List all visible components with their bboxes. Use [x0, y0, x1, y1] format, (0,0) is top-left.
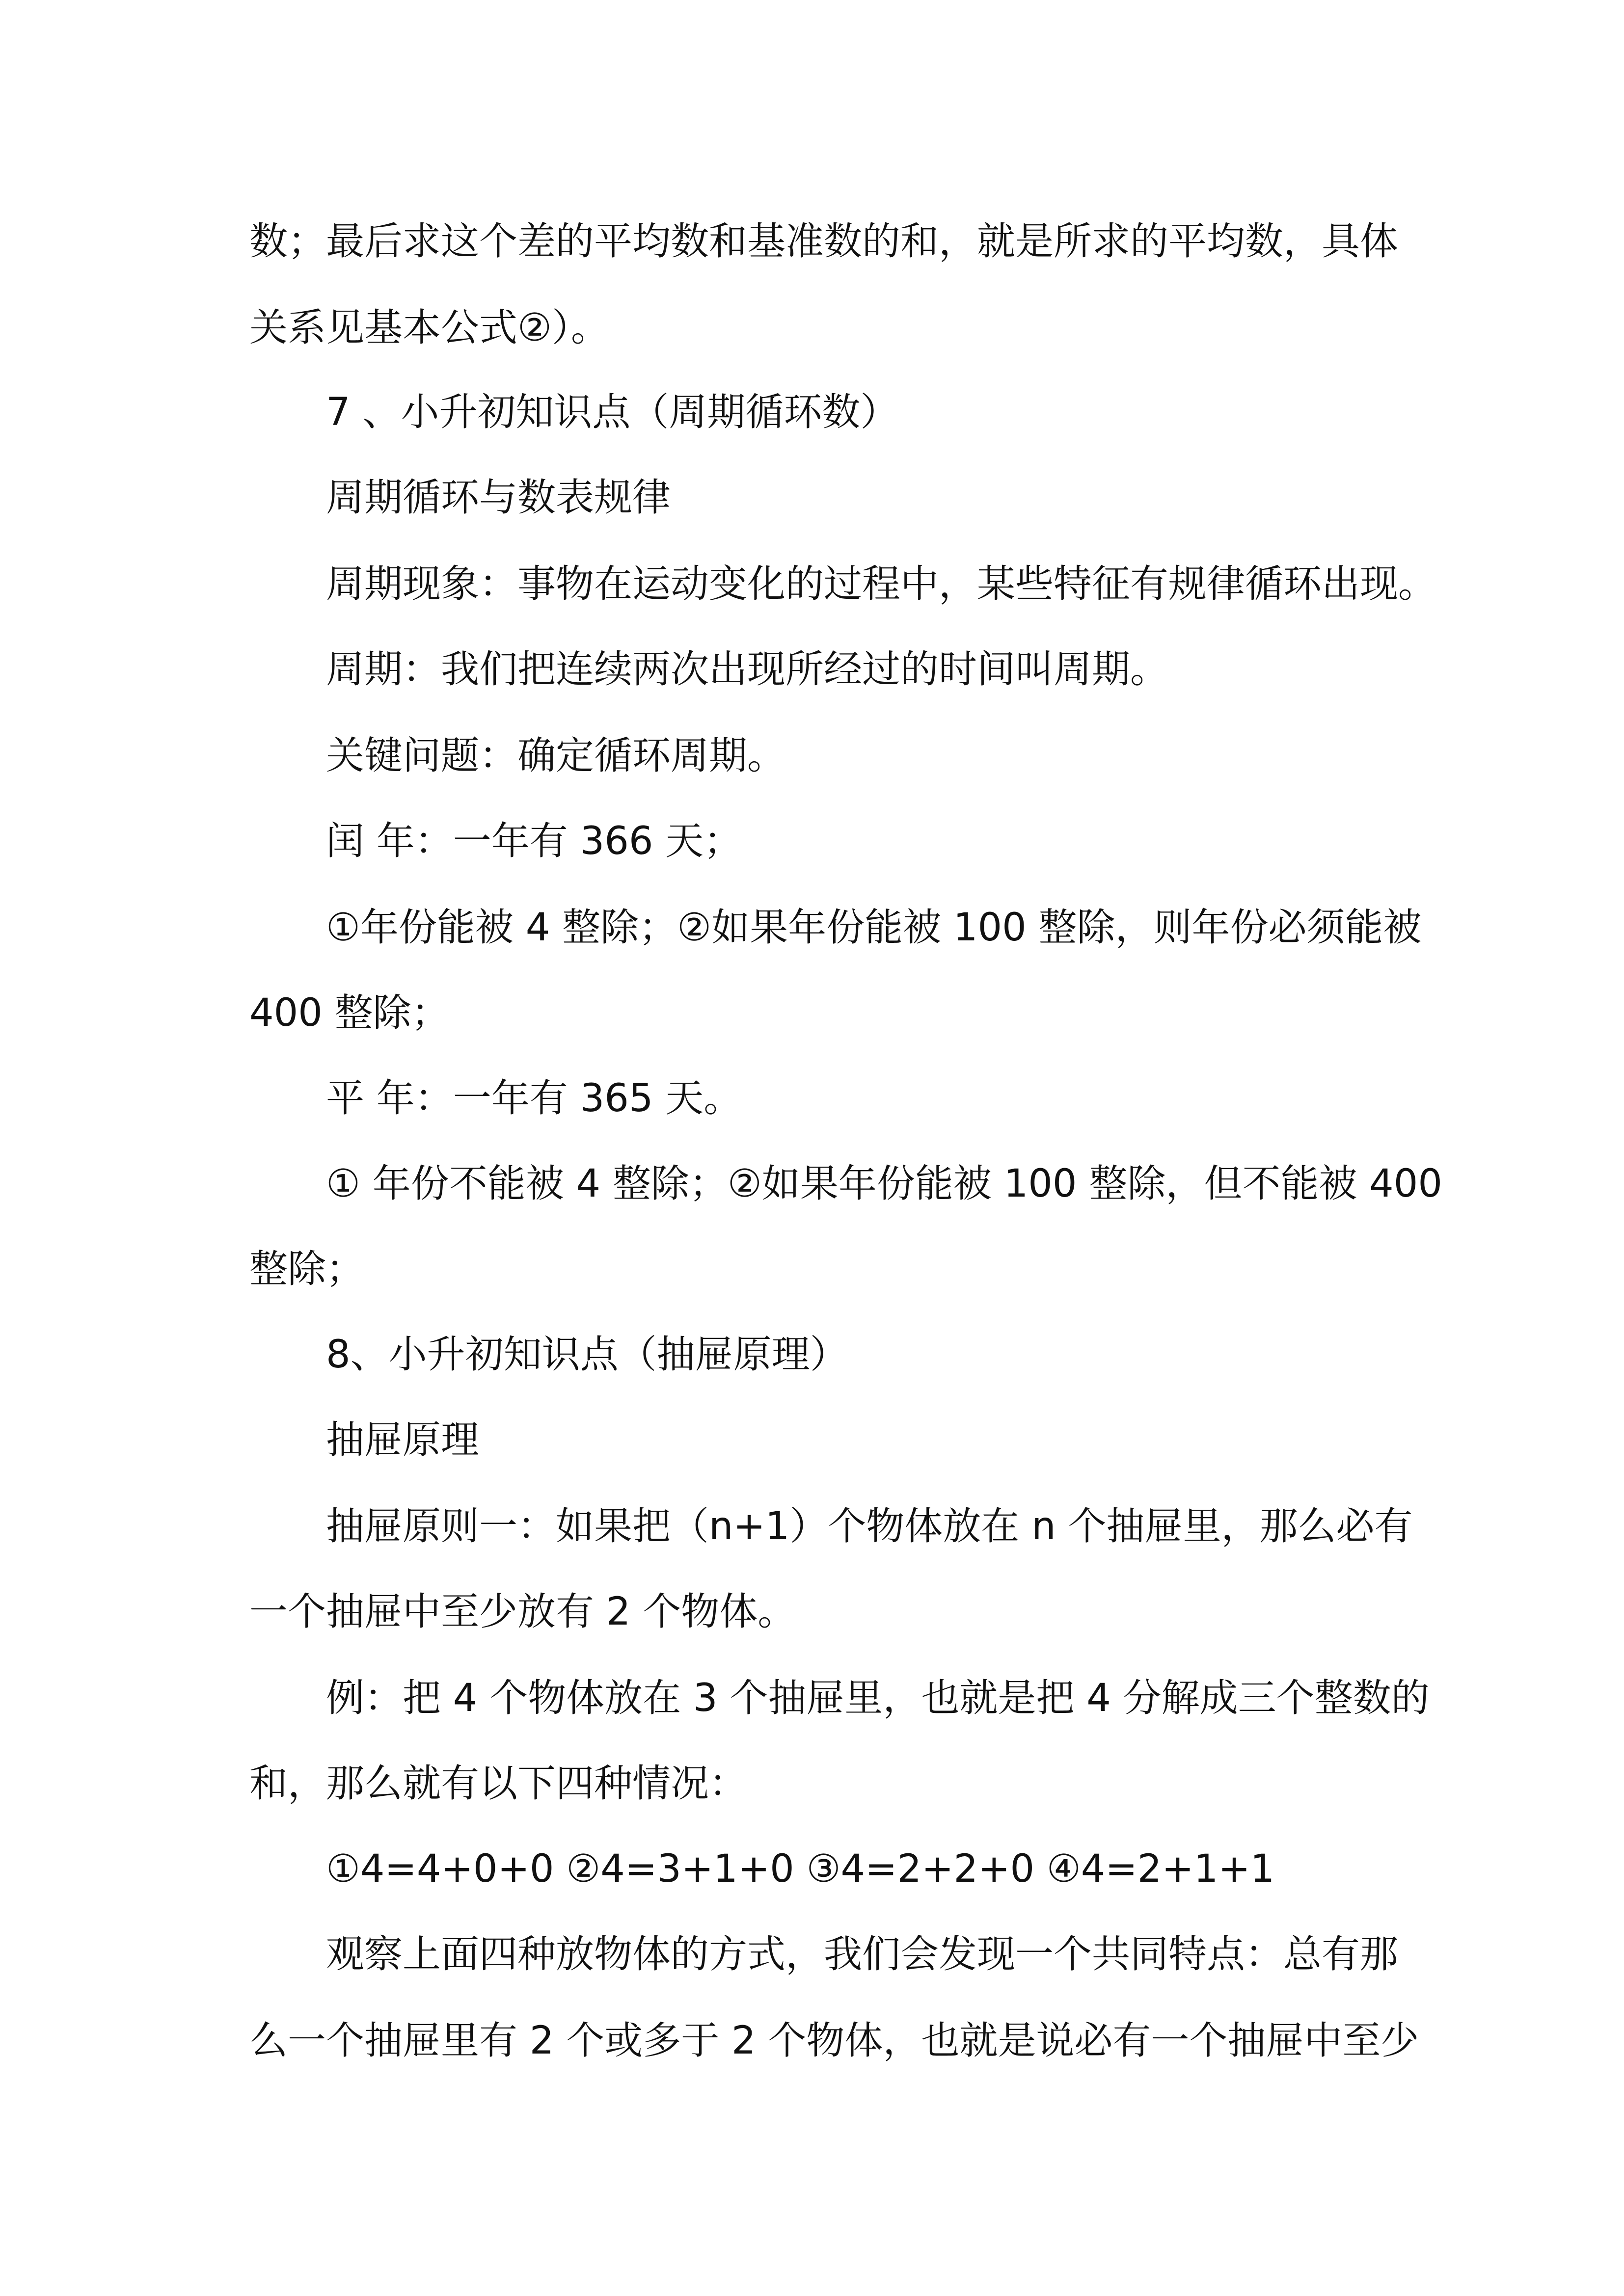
paragraph-line: 抽屉原则一：如果把（n+1）个物体放在 n 个抽屉里，那么必有 [326, 1504, 1413, 1548]
subheading: 周期循环与数表规律 [326, 476, 671, 520]
paragraph-line: 平 年：一年有 365 天。 [326, 1076, 742, 1121]
paragraph-line: 数；最后求这个差的平均数和基准数的和，就是所求的平均数，具体 [249, 219, 1399, 264]
paragraph-line: 整除； [249, 1247, 365, 1291]
paragraph-line: 观察上面四种放物体的方式，我们会发现一个共同特点：总有那 [326, 1932, 1399, 1976]
paragraph-line: 关系见基本公式②）。 [249, 306, 609, 350]
paragraph-line: ①年份能被 4 整除；②如果年份能被 100 整除，则年份必须能被 [326, 906, 1422, 950]
paragraph-line: 周期现象：事物在运动变化的过程中，某些特征有规律循环出现。 [326, 562, 1437, 606]
paragraph-line: 么一个抽屉里有 2 个或多于 2 个物体，也就是说必有一个抽屉中至少 [249, 2019, 1419, 2063]
paragraph-line: 和，那么就有以下四种情况： [249, 1762, 748, 1806]
paragraph-line: 闰 年：一年有 366 天； [326, 819, 742, 863]
paragraph-line: ① 年份不能被 4 整除；②如果年份能被 100 整除，但不能被 400 [326, 1162, 1442, 1206]
section-heading: 7 、小升初知识点（周期循环数） [326, 390, 899, 434]
paragraph-line: 400 整除； [249, 991, 450, 1035]
paragraph-line: 一个抽屉中至少放有 2 个物体。 [249, 1590, 796, 1634]
paragraph-line: 周期：我们把连续两次出现所经过的时间叫周期。 [326, 647, 1169, 692]
paragraph-line: 关键问题：确定循环周期。 [326, 734, 786, 778]
paragraph-line: 例：把 4 个物体放在 3 个抽屉里，也就是把 4 分解成三个整数的 [326, 1676, 1430, 1720]
paragraph-line: ①4=4+0+0 ②4=3+1+0 ③4=2+2+0 ④4=2+1+1 [326, 1847, 1275, 1891]
section-heading: 8、小升初知识点（抽屉原理） [326, 1333, 848, 1377]
subheading: 抽屉原理 [326, 1418, 480, 1462]
